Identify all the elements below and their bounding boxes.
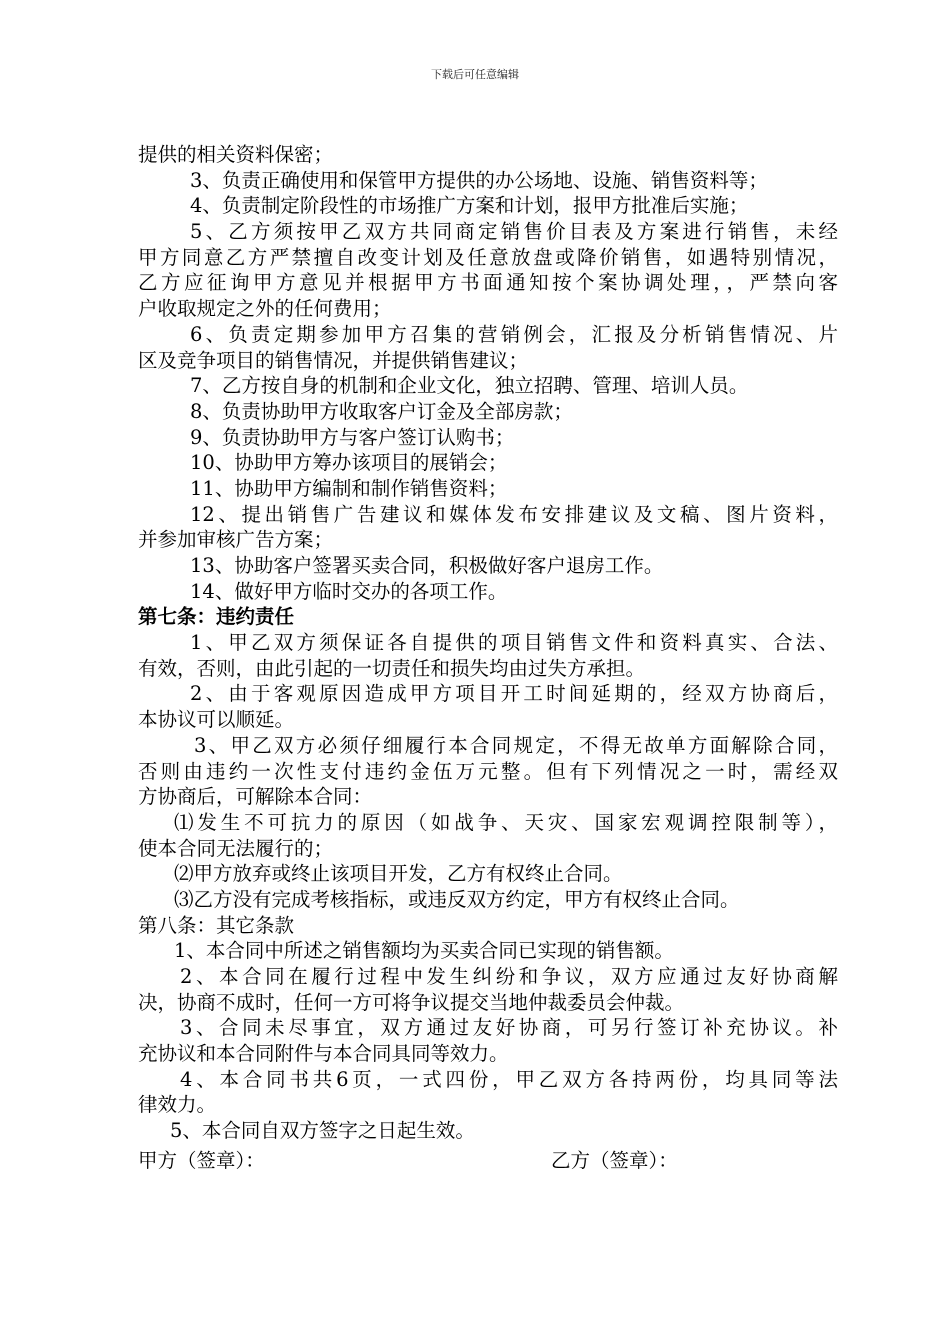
text-line: 14、做好甲方临时交办的各项工作。 [190, 579, 508, 603]
text-line: ⑵甲方放弃或终止该项目开发，乙方有权终止合同。 [174, 862, 623, 886]
text-line: 4、负责制定阶段性的市场推广方案和计划，报甲方批准后实施； [190, 194, 749, 218]
page-header: 下载后可任意编辑 [431, 68, 519, 81]
text-line: ⑶乙方没有完成考核指标，或违反双方约定，甲方有权终止合同。 [174, 887, 740, 911]
text-line: 乙方应征询甲方意见并根据甲方书面通知按个案协调处理，，严禁向客 [138, 271, 838, 295]
text-line: 决，协商不成时，任何一方可将争议提交当地仲裁委员会仲裁。 [138, 990, 685, 1014]
section-heading: 第七条：违约责任 [138, 605, 295, 629]
text-line: 有效，否则，由此引起的一切责任和损失均由过失方承担。 [138, 656, 646, 680]
party-b-signature-label: 乙方（签章）： [551, 1149, 678, 1172]
text-line: 律效力。 [138, 1093, 217, 1117]
text-line: 第八条：其它条款 [138, 913, 295, 937]
text-line: 甲方同意乙方严禁擅自改变计划及任意放盘或降价销售，如遇特别情况， [138, 245, 838, 269]
text-line: 提供的相关资料保密； [138, 143, 334, 166]
text-line: 户收取规定之外的任何费用； [138, 297, 392, 321]
text-line: 3、负责正确使用和保管甲方提供的办公场地、设施、销售资料等； [190, 168, 768, 192]
contract-body [138, 142, 838, 1144]
text-line: 否则由违约一次性支付违约金伍万元整。但有下列情况之一时，需经双 [138, 759, 838, 783]
text-line: 区及竞争项目的销售情况，并提供销售建议； [138, 348, 529, 372]
text-line: 2、本合同在履行过程中发生纠纷和争议，双方应通过友好协商解 [180, 965, 838, 988]
party-a-signature-label: 甲方（签章）： [138, 1149, 265, 1172]
text-line: 3、合同未尽事宜，双方通过友好协商，可另行签订补充协议。补 [180, 1016, 838, 1040]
text-line: 11、协助甲方编制和制作销售资料； [190, 476, 508, 500]
text-line: 6、负责定期参加甲方召集的营销例会，汇报及分析销售情况、片 [190, 322, 838, 346]
text-line: 3、甲乙双方必须仔细履行本合同规定，不得无故单方面解除合同， [194, 733, 838, 757]
text-line: 8、负责协助甲方收取客户订金及全部房款； [190, 399, 573, 423]
text-line: 充协议和本合同附件与本合同具同等效力。 [138, 1042, 509, 1066]
text-line: 5、乙方须按甲乙双方共同商定销售价目表及方案进行销售，未经 [190, 220, 838, 244]
text-line: 方协商后，可解除本合同： [138, 785, 373, 809]
text-line: 4、本合同书共6页，一式四份，甲乙双方各持两份，均具同等法 [180, 1067, 838, 1091]
text-line: 7、乙方按自身的机制和企业文化，独立招聘、管理、培训人员。 [190, 374, 749, 398]
text-line: 使本合同无法履行的； [138, 836, 334, 860]
text-line: 1、甲乙双方须保证各自提供的项目销售文件和资料真实、合法、 [190, 631, 838, 655]
text-line: 12、提出销售广告建议和媒体发布安排建议及文稿、图片资料， [190, 502, 838, 526]
text-line: 9、负责协助甲方与客户签订认购书； [190, 425, 515, 449]
text-line: 2、由于客观原因造成甲方项目开工时间延期的，经双方协商后， [190, 682, 838, 706]
text-line: ⑴发生不可抗力的原因（如战争、天灾、国家宏观调控限制等）， [174, 810, 838, 834]
text-line: 本协议可以顺延。 [138, 708, 295, 732]
text-line: 13、协助客户签署买卖合同，积极做好客户退房工作。 [190, 554, 664, 577]
text-line: 5、本合同自双方签字之日起生效。 [170, 1119, 475, 1143]
text-line: 1、本合同中所述之销售额均为买卖合同已实现的销售额。 [174, 939, 674, 963]
text-line: 并参加审核广告方案； [138, 528, 334, 552]
text-line: 10、协助甲方筹办该项目的展销会； [190, 451, 508, 475]
